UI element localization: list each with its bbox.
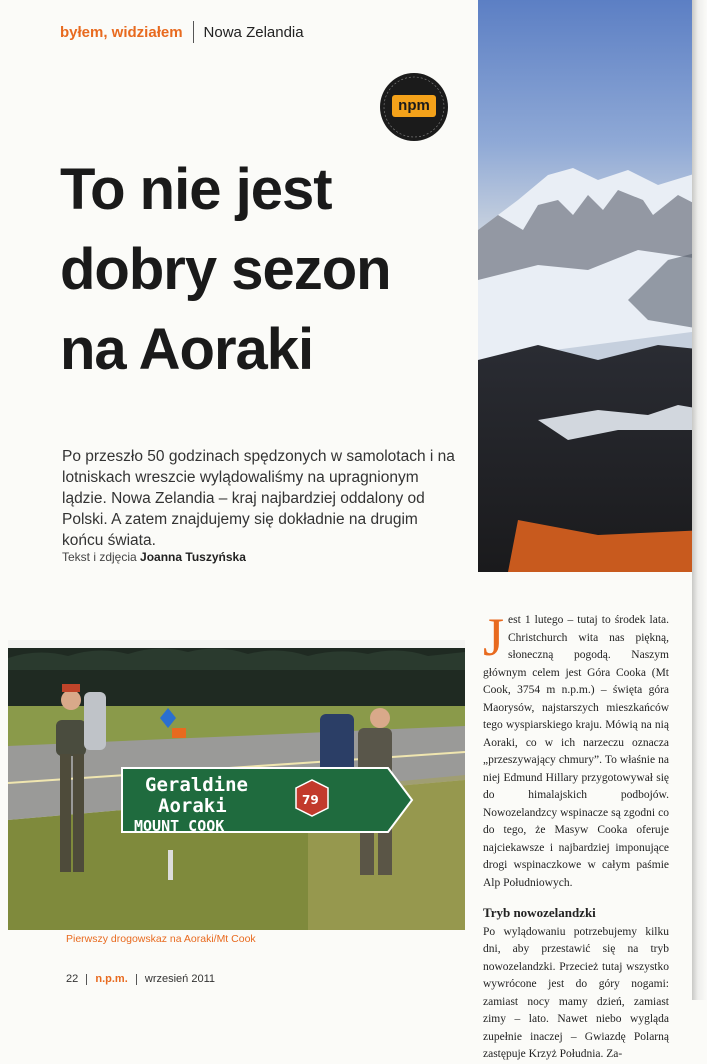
npm-patronage-logo — [380, 73, 448, 141]
byline-prefix: Tekst i zdjęcia — [62, 550, 137, 564]
footer-brand: n.p.m. — [95, 973, 128, 985]
country-label: Nowa Zelandia — [203, 23, 304, 41]
header-divider — [193, 21, 194, 43]
roadside-photo — [8, 640, 465, 930]
photo-caption: Pierwszy drogowskaz na Aoraki/Mt Cook — [66, 933, 256, 945]
section-label: byłem, widziałem — [60, 23, 183, 41]
page-footer — [66, 973, 215, 985]
sign-line-1: Geraldine — [145, 774, 248, 796]
byline — [62, 550, 246, 564]
sign-line-3: MOUNT COOK — [134, 817, 225, 835]
page-number: 22 — [66, 973, 79, 985]
byline-author: Joanna Tuszyńska — [140, 550, 246, 564]
title-line-1: To nie jest — [60, 157, 332, 222]
footer-date: wrzesień 2011 — [144, 973, 216, 985]
article-column — [483, 607, 669, 1064]
article-title — [60, 150, 480, 390]
lead-paragraph: Po przeszło 50 godzinach spędzonych w samolotach i na lotniskach wreszcie wylądowaliśmy na upragnionym lądzie. Nowa Zelandia – kraj najbardziej oddalony od Polski. A zatem znajdujemy się dokładnie na drugim końcu świata. — [62, 448, 455, 549]
mountain-photo — [478, 0, 707, 572]
article-paragraph-2: Po wylądowaniu potrzebujemy kilku dni, aby przestawić się na tryb nowozelandzki. Przecież tutaj wszystko wywrócone jest do góry nogami: zamiast nocy mamy dzień, zamiast zimy – lato. Nawet niebo wygląda zupełnie inaczej – Gwiazdę Polarną zastępuje Krzyż Południa. Za- — [483, 925, 669, 1060]
title-line-2: dobry sezon — [60, 237, 391, 302]
article-paragraph-1: est 1 lutego – tutaj to środek lata. Christchurch wita nas piękną, słoneczną pogodą. Naszym głównym celem jest Góra Cooka (Mt Cook, 3754 m n.p.m.) – święta góra Maorysów, najstarszych mieszkańców tego wyspiarskiego kraju. Mówią na nią Aoraki, co w ich narzeczu oznacza „przeszywający chmury”. To właśnie na niej Edmund Hillary przygotowywał się do himalajskich podbojów. Nowozelandzcy wspinacze są zgodni co do tego, że Masyw Cooka oferuje najciekawsze i najbardziej imponujące drogi wspinaczkowe w całym paśmie Alp Południowych. — [483, 614, 669, 889]
page-gutter — [692, 0, 707, 1000]
logo-mark: npm — [392, 95, 436, 117]
title-line-3: na Aoraki — [60, 317, 314, 382]
footer-divider-1 — [86, 974, 87, 985]
section-header — [60, 20, 304, 44]
route-number: 79 — [302, 793, 319, 807]
footer-divider-2 — [136, 974, 137, 985]
article-subheading: Tryb nowozelandzki — [483, 905, 596, 920]
drop-cap: J — [483, 607, 505, 667]
sign-line-2: Aoraki — [158, 795, 227, 817]
